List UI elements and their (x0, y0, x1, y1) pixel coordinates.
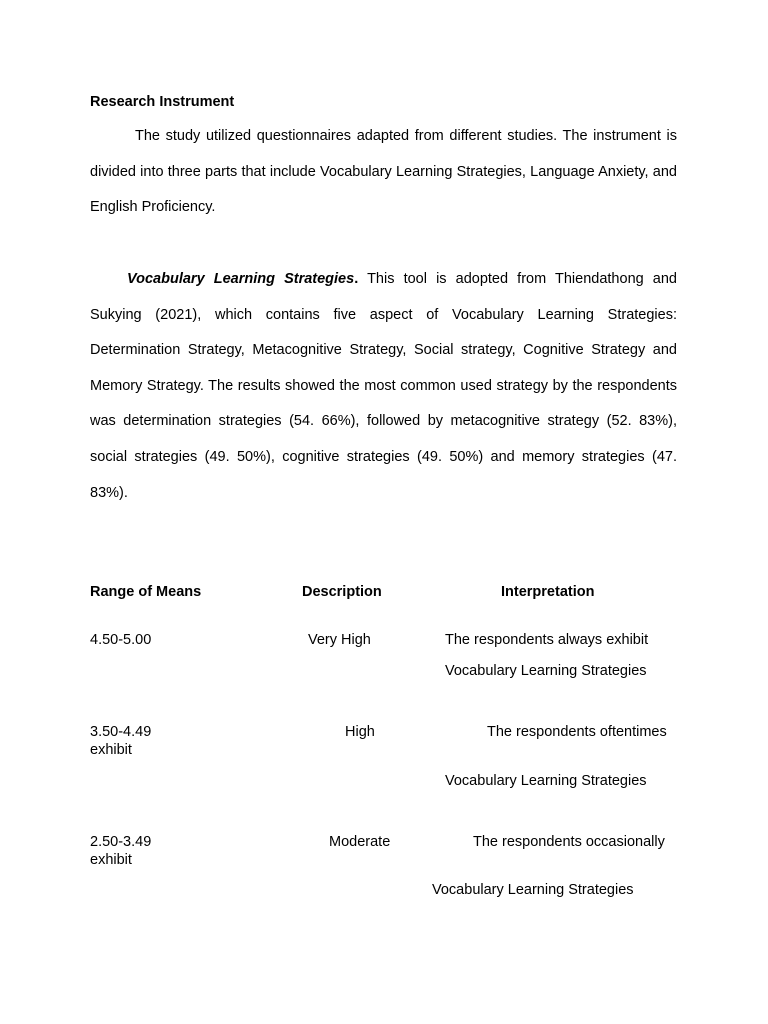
row-2-interpretation-line2: Vocabulary Learning Strategies (445, 773, 647, 789)
row-2-description: High (345, 724, 375, 740)
row-3-interpretation-line2: Vocabulary Learning Strategies (432, 882, 634, 898)
vls-paragraph-lead: Vocabulary Learning Strategies (127, 271, 355, 287)
vls-paragraph-lead-punct: . (354, 271, 359, 287)
vls-paragraph (90, 262, 677, 511)
intro-paragraph-text: The study utilized questionnaires adapted from different studies. The instrument is divided into three parts that include Vocabulary Learning Strategies, Language Anxiety, and English Proficiency. (90, 128, 677, 216)
header-description: Description (302, 584, 382, 600)
row-1-interpretation-line2: Vocabulary Learning Strategies (445, 663, 647, 679)
row-3-interpretation-line1: The respondents occasionally (473, 834, 665, 850)
header-range-of-means: Range of Means (90, 584, 202, 600)
header-interpretation: Interpretation (501, 584, 595, 600)
row-2-range: 3.50-4.49 (90, 724, 152, 740)
row-1-interpretation-line1: The respondents always exhibit (445, 632, 649, 648)
row-3-range: 2.50-3.49 (90, 834, 152, 850)
row-3-range-continuation: exhibit (90, 852, 132, 868)
row-3-description: Moderate (329, 834, 391, 850)
intro-paragraph (90, 119, 677, 226)
row-2-interpretation-line1: The respondents oftentimes (487, 724, 667, 740)
vls-paragraph-text: This tool is adopted from Thiendathong and Sukying (2021), which contains five aspect of Vocabulary Learning Strategies: Determination Strategy, Metacognitive Strategy, Social strategy, Cognitive Strategy and Memory Strategy. The results showed the most common used strategy by the respondents was determination strategies (54. 66%), followed by metacognitive strategy (52. 83%), social strategies (49. 50%), cognitive strategies (49. 50%) and memory strategies (47. 83%). (90, 271, 677, 501)
row-2-range-continuation: exhibit (90, 742, 132, 758)
section-heading: Research Instrument (90, 94, 235, 110)
row-1-description: Very High (308, 632, 371, 648)
row-1-range: 4.50-5.00 (90, 632, 152, 648)
